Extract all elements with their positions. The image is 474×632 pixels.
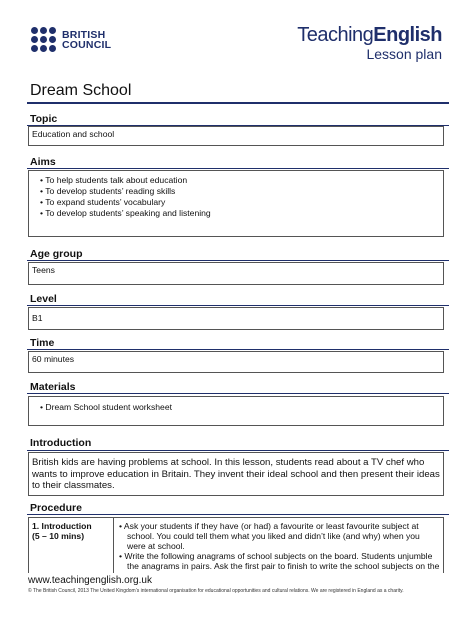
british-council-wordmark	[62, 30, 111, 50]
materials-box	[28, 396, 444, 426]
brand-bold: English	[373, 24, 442, 46]
materials-label: Materials	[30, 381, 76, 393]
age-group-divider	[27, 260, 449, 261]
aims-item: • To expand students’ vocabulary	[40, 197, 440, 208]
aims-item: • To help students talk about education	[40, 175, 440, 186]
procedure-steps-cell	[114, 518, 444, 574]
org-line1: BRITISH	[62, 28, 106, 41]
materials-item: • Dream School student worksheet	[40, 402, 440, 413]
topic-value: Education and school	[32, 129, 115, 139]
british-council-logo	[31, 27, 111, 52]
age-group-label: Age group	[30, 248, 83, 260]
aims-label: Aims	[30, 156, 56, 168]
brand-title	[297, 25, 442, 45]
level-value: B1	[32, 313, 43, 323]
aims-item: • To develop students’ reading skills	[40, 186, 440, 197]
procedure-table-clip	[27, 516, 447, 573]
materials-divider	[27, 393, 449, 394]
org-line2: COUNCIL	[62, 38, 112, 51]
level-divider	[27, 305, 449, 306]
document-title: Dream School	[30, 82, 132, 99]
level-box	[28, 307, 444, 330]
british-council-dots-icon	[31, 27, 56, 52]
time-label: Time	[30, 337, 55, 349]
materials-list	[32, 402, 440, 413]
footer-url-link[interactable]: www.teachingenglish.org.uk	[28, 575, 152, 586]
time-divider	[27, 349, 449, 350]
aims-box	[28, 170, 444, 237]
topic-box	[28, 126, 444, 146]
procedure-step: • Ask your students if they have (or had) a favourite or least favourite subject at school. You could tell them what you liked and didn’t like (and why) when you were at school.	[117, 521, 440, 551]
procedure-step: • Write the following anagrams of school subjects on the board. Students unjumble the anagrams in pairs. Ask the first pair to finish to write the school subjects on the	[117, 551, 440, 571]
procedure-divider	[27, 514, 449, 515]
procedure-row	[29, 518, 444, 574]
time-box	[28, 351, 444, 373]
time-value: 60 minutes	[32, 354, 75, 364]
age-group-value: Teens	[32, 265, 55, 275]
level-label: Level	[30, 293, 57, 305]
brand-subtitle: Lesson plan	[366, 46, 442, 62]
procedure-stage-title: 1. Introduction	[32, 521, 92, 531]
procedure-label: Procedure	[30, 502, 82, 514]
procedure-stage-time: (5 – 10 mins)	[32, 531, 85, 541]
procedure-stage-cell	[29, 518, 114, 574]
age-group-box	[28, 262, 444, 285]
topic-label: Topic	[30, 113, 58, 125]
introduction-divider	[27, 450, 449, 451]
introduction-text: British kids are having problems at school. In this lesson, students read about a TV chef who wants to improve education in Britain. They invent their ideal school and then present their ideas to their classmates.	[32, 457, 440, 491]
aims-item: • To develop students’ speaking and listening	[40, 208, 440, 219]
teaching-english-logo	[297, 25, 442, 62]
introduction-label: Introduction	[30, 437, 92, 449]
procedure-table	[28, 517, 444, 573]
introduction-box	[28, 452, 444, 496]
brand-light: Teaching	[297, 24, 374, 46]
aims-divider	[27, 168, 449, 169]
aims-list	[32, 175, 440, 219]
footer-legal-text: © The British Council, 2013 The United Kingdom’s international organisation for educational opportunities and cultural relations. We are registered in England as a charity.	[28, 588, 404, 594]
procedure-steps-list	[117, 521, 440, 571]
title-divider	[27, 102, 449, 104]
